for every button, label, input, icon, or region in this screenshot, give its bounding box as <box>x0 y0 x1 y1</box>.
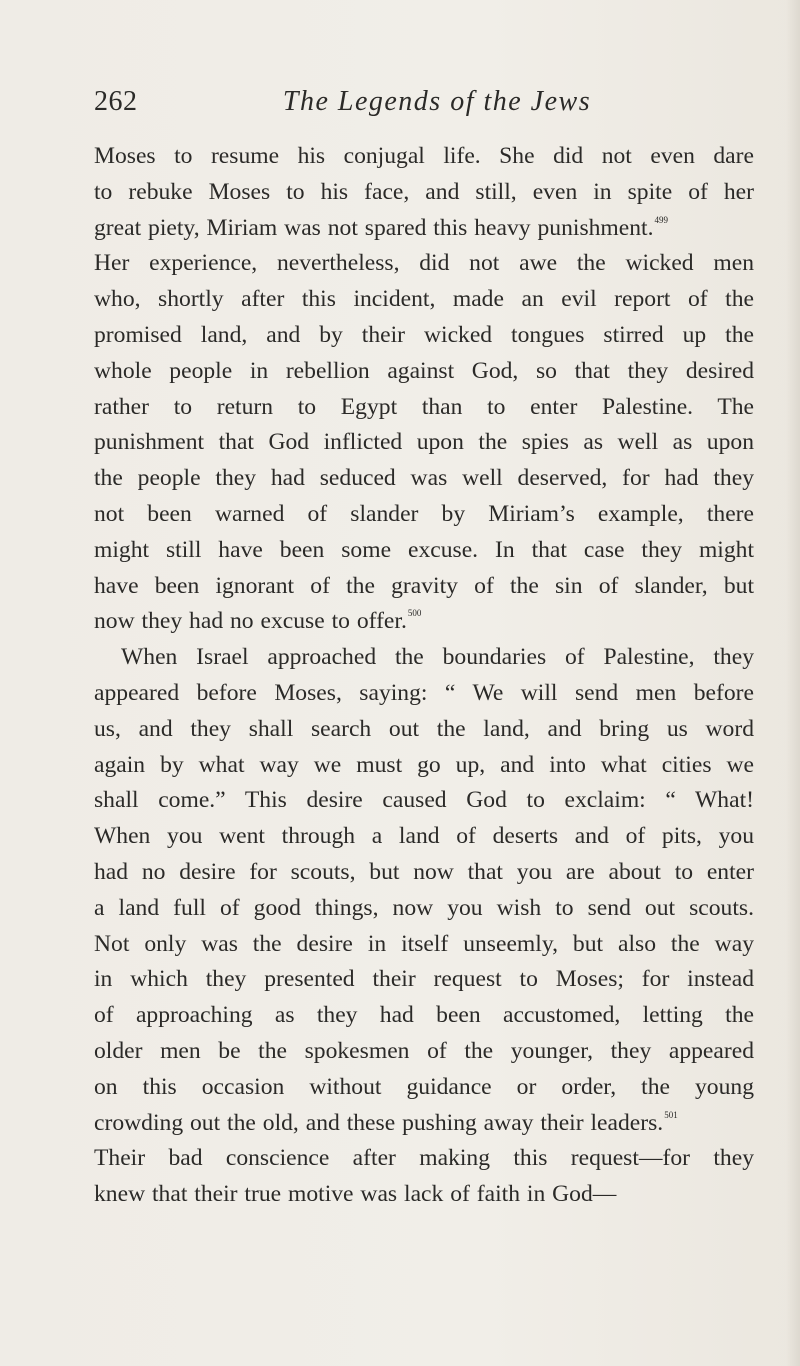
body-text <box>94 139 754 1213</box>
footnote-marker: 501 <box>664 1109 678 1120</box>
text-line: again by what way we must go up, and into what cities we <box>94 751 754 778</box>
text-line <box>94 211 754 247</box>
text-line: the people they had seduced was well deserved, for had they <box>94 465 754 492</box>
text-line: in which they presented their request to Moses; for instead <box>94 966 754 993</box>
text-line: older men be the spokesmen of the younger, they appeared <box>94 1037 754 1064</box>
text-line <box>94 604 754 640</box>
text-line: who, shortly after this incident, made an evil report of the <box>94 286 754 313</box>
text-line: have been ignorant of the gravity of the sin of slander, but <box>94 572 754 599</box>
page-edge-shadow <box>786 0 800 1366</box>
text-line: Her experience, nevertheless, did not awe the wicked men <box>94 250 754 277</box>
text-line: had no desire for scouts, but now that you are about to enter <box>94 858 754 885</box>
text-line: appeared before Moses, saying: “ We will send men before <box>94 679 754 706</box>
text-line: whole people in rebellion against God, so that they desired <box>94 357 754 384</box>
text-line: Moses to resume his conjugal life. She did not even dare <box>94 143 754 169</box>
text-line: knew that their true motive was lack of faith in God— <box>94 1181 617 1208</box>
text-line: When Israel approached the boundaries of Palestine, they <box>121 644 754 671</box>
footnote-marker: 500 <box>407 608 422 619</box>
text-line: When you went through a land of deserts and of pits, you <box>94 823 754 850</box>
page-header <box>94 86 752 126</box>
text-line: a land full of good things, now you wish to send out scouts. <box>94 894 754 921</box>
text-line: might still have been some excuse. In that case they might <box>94 536 754 563</box>
page-number: 262 <box>94 86 138 117</box>
text-line: rather to return to Egypt than to enter Palestine. The <box>94 393 754 420</box>
text-line: on this occasion without guidance or order, the young <box>94 1073 754 1100</box>
text-line: Not only was the desire in itself unseemly, but also the way <box>94 930 754 957</box>
text-line <box>94 1106 754 1142</box>
text-line: shall come.” This desire caused God to exclaim: “ What! <box>94 787 754 814</box>
text-line: not been warned of slander by Miriam’s example, there <box>94 500 754 527</box>
footnote-marker: 499 <box>654 214 668 225</box>
text-line: of approaching as they had been accustomed, letting the <box>94 1002 754 1029</box>
running-title: The Legends of the Jews <box>282 86 592 117</box>
text-line: Their bad conscience after making this request—for they <box>94 1145 754 1172</box>
text-line-content: crowding out the old, and these pushing away their leaders. <box>94 1109 664 1136</box>
text-line: punishment that God inflicted upon the spies as well as upon <box>94 429 754 456</box>
text-line-content: great piety, Miriam was not spared this heavy punishment. <box>94 214 654 241</box>
text-line-content: now they had no excuse to offer. <box>94 608 407 635</box>
text-line: us, and they shall search out the land, and bring us word <box>94 715 754 742</box>
text-line: to rebuke Moses to his face, and still, even in spite of her <box>94 178 754 205</box>
text-line: promised land, and by their wicked tongues stirred up the <box>94 321 754 348</box>
